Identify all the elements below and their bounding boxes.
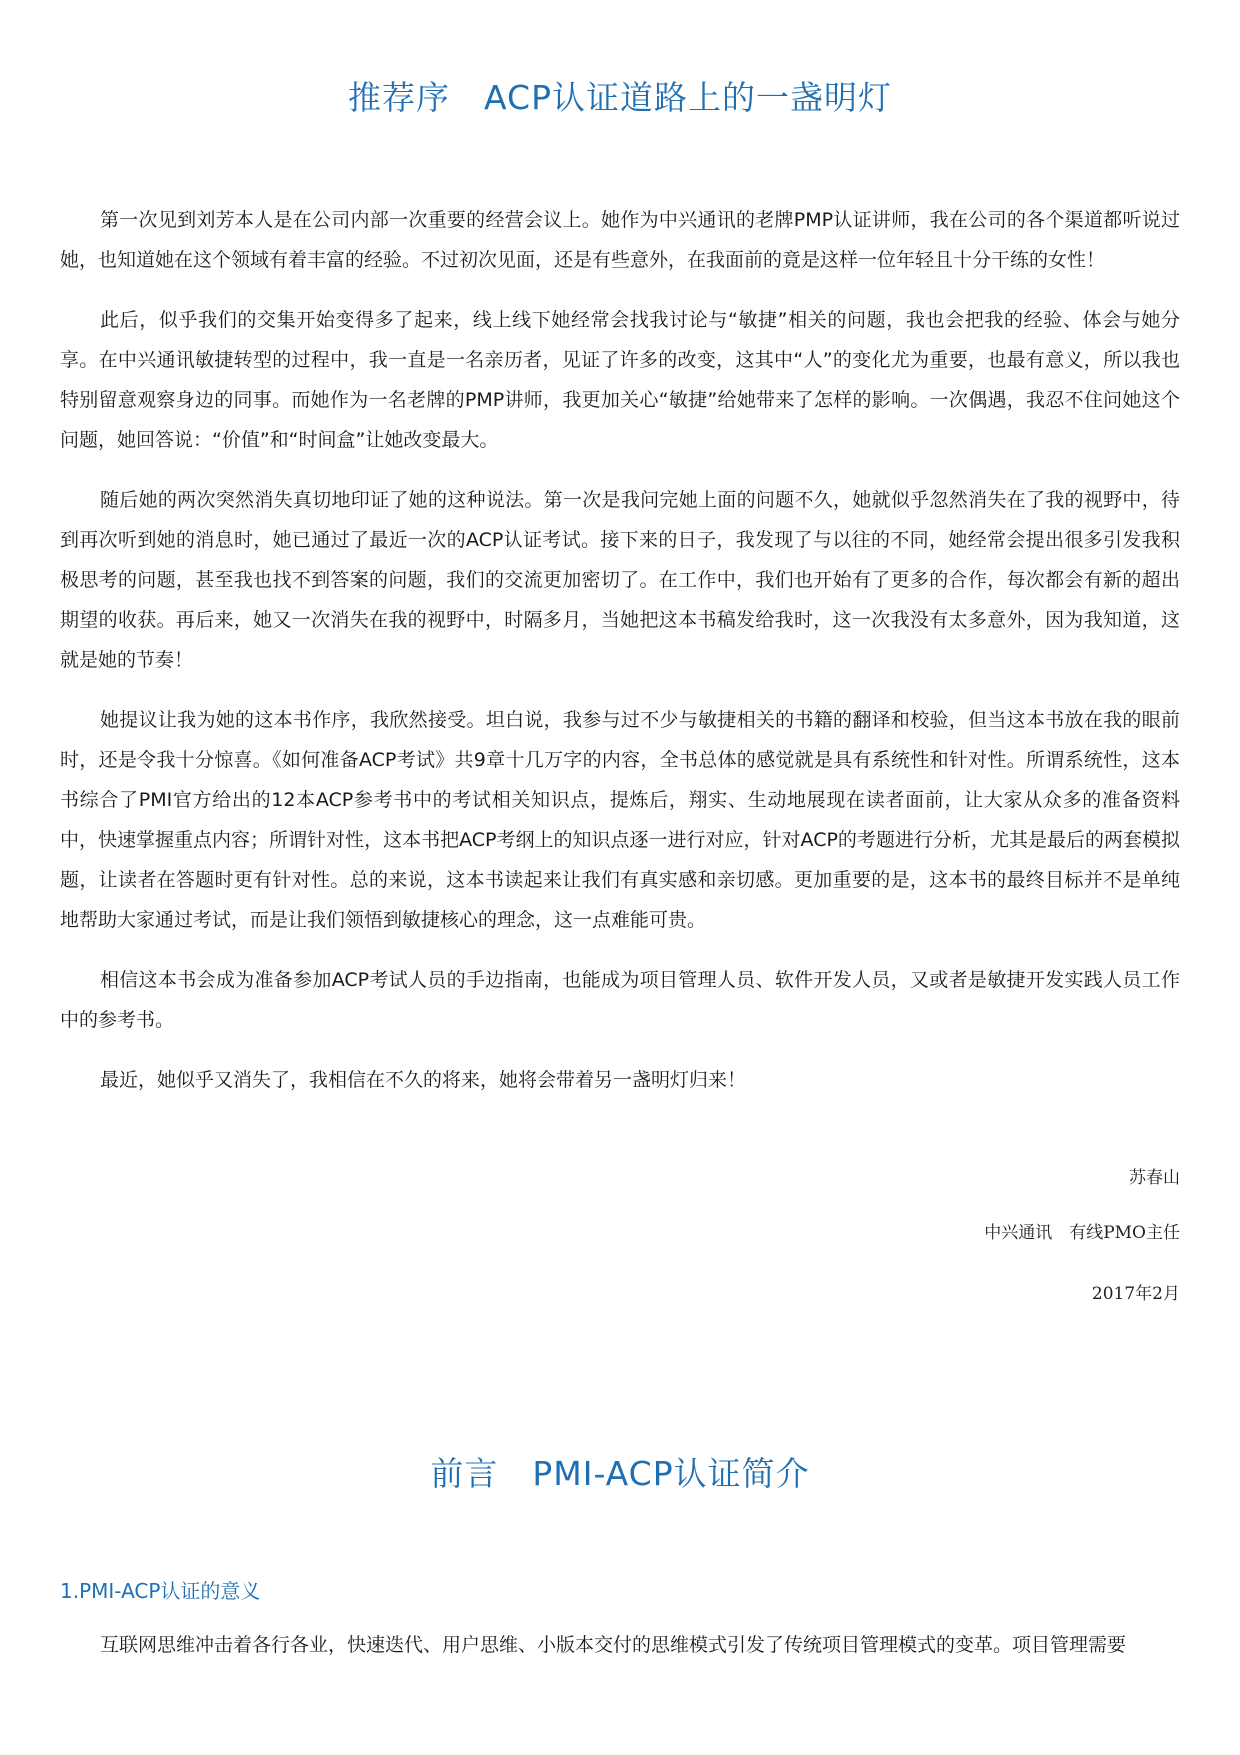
signature-title: 中兴通讯 有线PMO主任 (984, 1223, 1180, 1243)
foreword-body (60, 200, 1180, 1120)
paragraph: 随后她的两次突然消失真切地印证了她的这种说法。第一次是我问完她上面的问题不久，她就似乎忽然消失在了我的视野中，待到再次听到她的消息时，她已通过了最近一次的ACP认证考试。接下来的日子，我发现了与以往的不同，她经常会提出很多引发我积极思考的问题，甚至我也找不到答案的问题，我们的交流更加密切了。在工作中，我们也开始有了更多的合作，每次都会有新的超出期望的收获。再后来，她又一次消失在我的视野中，时隔多月，当她把这本书稿发给我时，这一次我没有太多意外，因为我知道，这就是她的节奏！ (60, 489, 1180, 671)
section-subheading: 1.PMI-ACP认证的意义 (60, 1579, 261, 1603)
preface-title: 前言 PMI-ACP认证简介 (430, 1454, 810, 1493)
paragraph: 最近，她似乎又消失了，我相信在不久的将来，她将会带着另一盏明灯归来！ (100, 1069, 747, 1091)
signature-date: 2017年2月 (1091, 1284, 1180, 1304)
paragraph: 第一次见到刘芳本人是在公司内部一次重要的经营会议上。她作为中兴通讯的老牌PMP认证讲师，我在公司的各个渠道都听说过她，也知道她在这个领域有着丰富的经验。不过初次见面，还是有些意外，在我面前的竟是这样一位年轻且十分干练的女性！ (60, 209, 1180, 271)
foreword-title: 推荐序 ACP认证道路上的一盏明灯 (348, 78, 892, 117)
paragraph: 互联网思维冲击着各行各业，快速迭代、用户思维、小版本交付的思维模式引发了传统项目管理模式的变革。项目管理需要 (100, 1634, 1127, 1656)
signature-name: 苏春山 (1129, 1168, 1180, 1188)
paragraph: 她提议让我为她的这本书作序，我欣然接受。坦白说，我参与过不少与敏捷相关的书籍的翻译和校验，但当这本书放在我的眼前时，还是令我十分惊喜。《如何准备ACP考试》共9章十几万字的内容，全书总体的感觉就是具有系统性和针对性。所谓系统性，这本书综合了PMI官方给出的12本ACP参考书中的考试相关知识点，提炼后，翔实、生动地展现在读者面前，让大家从众多的准备资料中，快速掌握重点内容；所谓针对性，这本书把ACP考纲上的知识点逐一进行对应，针对ACP的考题进行分析，尤其是最后的两套模拟题，让读者在答题时更有针对性。总的来说，这本书读起来让我们有真实感和亲切感。更加重要的是，这本书的最终目标并不是单纯地帮助大家通过考试，而是让我们领悟到敏捷核心的理念，这一点难能可贵。 (60, 709, 1180, 931)
paragraph: 此后，似乎我们的交集开始变得多了起来，线上线下她经常会找我讨论与“敏捷”相关的问题，我也会把我的经验、体会与她分享。在中兴通讯敏捷转型的过程中，我一直是一名亲历者，见证了许多的改变，这其中“人”的变化尤为重要，也最有意义，所以我也特别留意观察身边的同事。而她作为一名老牌的PMP讲师，我更加关心“敏捷”给她带来了怎样的影响。一次偶遇，我忍不住问她这个问题，她回答说：“价值”和“时间盒”让她改变最大。 (60, 309, 1180, 451)
preface-body (60, 1625, 1180, 1685)
paragraph: 相信这本书会成为准备参加ACP考试人员的手边指南，也能成为项目管理人员、软件开发人员，又或者是敏捷开发实践人员工作中的参考书。 (60, 969, 1180, 1031)
